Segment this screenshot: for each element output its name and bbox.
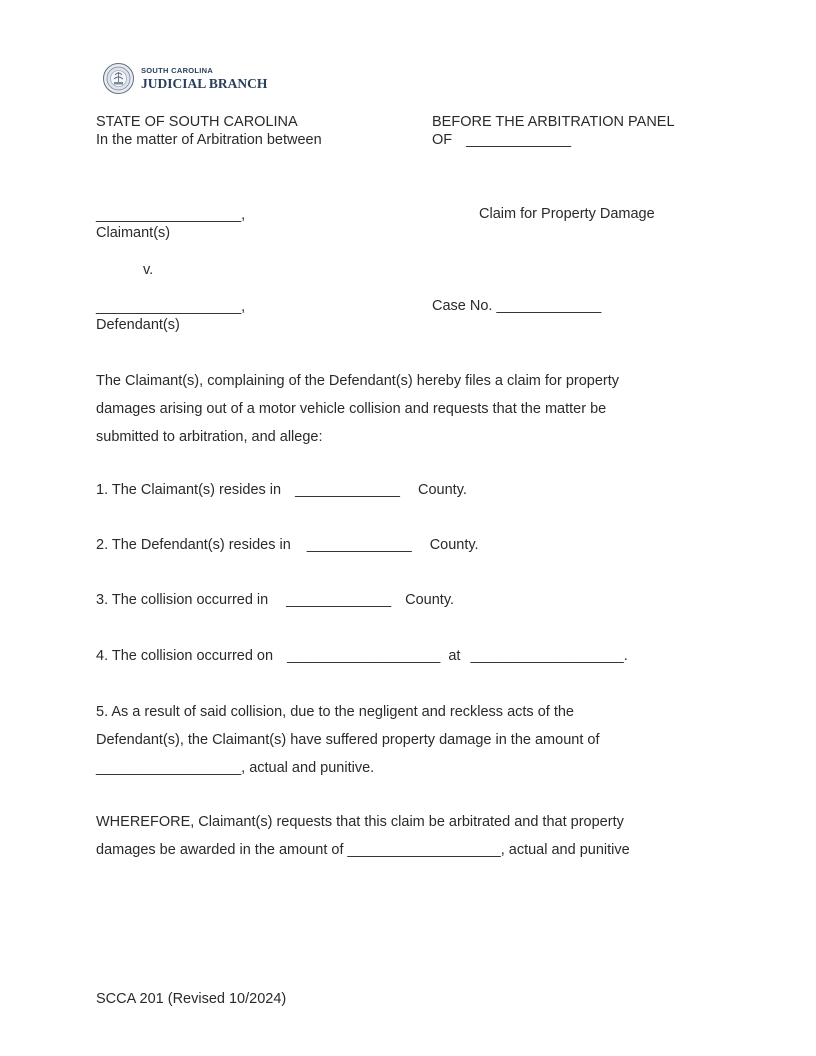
item-4-date-blank: ___________________	[287, 648, 441, 664]
item-4-location-blank: ___________________.	[470, 648, 628, 664]
item-5-line: __________________, actual and punitive.	[96, 760, 375, 776]
intro-line: submitted to arbitration, and allege:	[96, 429, 323, 445]
wherefore-line: damages be awarded in the amount of ___________________, actual and punitive	[96, 842, 630, 858]
item-1-suffix: County.	[418, 482, 467, 498]
item-1	[96, 482, 467, 498]
wherefore-line: WHEREFORE, Claimant(s) requests that this claim be arbitrated and that property	[96, 814, 624, 830]
claimant-label: Claimant(s)	[96, 225, 171, 241]
state-seal-icon	[103, 63, 134, 94]
case-number: Case No. _____________	[432, 298, 602, 314]
matter-line: In the matter of Arbitration between	[96, 132, 322, 148]
panel-of-line	[432, 132, 571, 148]
item-5-line: 5. As a result of said collision, due to the negligent and reckless acts of the	[96, 704, 574, 720]
wherefore-paragraph	[96, 808, 630, 864]
item-4-text: 4. The collision occurred on	[96, 648, 274, 664]
item-1-blank: _____________	[295, 482, 400, 498]
item-1-text: 1. The Claimant(s) resides in	[96, 482, 282, 498]
claimant-blank: __________________,	[96, 207, 246, 223]
item-2-suffix: County.	[429, 537, 479, 553]
panel-heading: BEFORE THE ARBITRATION PANEL	[432, 114, 675, 130]
item-3-suffix: County.	[405, 592, 455, 608]
item-2-text: 2. The Defendant(s) resides in	[96, 537, 291, 553]
item-4	[96, 648, 628, 664]
court-logo	[103, 63, 267, 94]
claim-title: Claim for Property Damage	[479, 206, 655, 222]
item-3-text: 3. The collision occurred in	[96, 592, 269, 608]
of-blank: _____________	[466, 132, 572, 148]
intro-paragraph	[96, 367, 619, 451]
logo-line-2: JUDICIAL BRANCH	[141, 75, 268, 91]
versus: v.	[143, 262, 154, 278]
of-label: OF	[432, 132, 453, 148]
item-5-line: Defendant(s), the Claimant(s) have suffered property damage in the amount of	[96, 732, 600, 748]
intro-line: The Claimant(s), complaining of the Defendant(s) hereby files a claim for property	[96, 373, 620, 389]
defendant-label: Defendant(s)	[96, 317, 180, 333]
defendant-blank: __________________,	[96, 299, 246, 315]
item-2	[96, 537, 479, 553]
state-heading: STATE OF SOUTH CAROLINA	[96, 114, 298, 130]
logo-line-1: SOUTH CAROLINA	[141, 66, 214, 75]
item-5	[96, 698, 599, 782]
item-3-blank: _____________	[286, 592, 392, 608]
item-3	[96, 592, 454, 608]
item-4-at: at	[448, 648, 461, 664]
intro-line: damages arising out of a motor vehicle collision and requests that the matter be	[96, 401, 607, 417]
item-2-blank: _____________	[306, 537, 412, 553]
form-id-footer: SCCA 201 (Revised 10/2024)	[96, 991, 287, 1007]
